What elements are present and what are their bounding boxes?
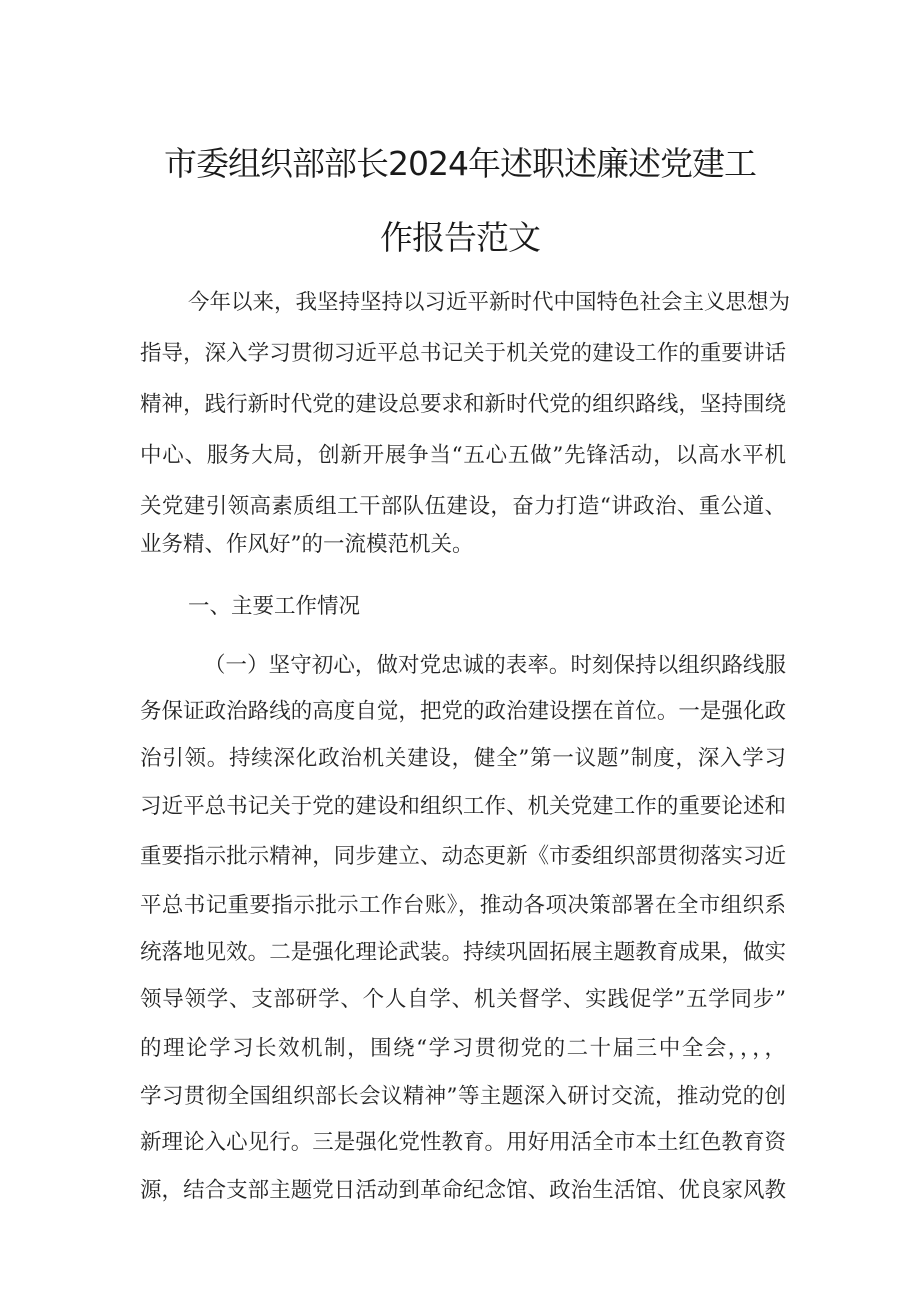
paragraph-2-line: 重要指示批示精神，同步建立、动态更新《市委组织部贯彻落实习近	[140, 844, 786, 869]
document-title-line-1: 市委组织部部长2024年述职述廉述党建工	[164, 144, 756, 183]
paragraph-1-line: 关党建引领高素质组工干部队伍建设，奋力打造“讲政治、重公道、	[140, 494, 786, 519]
paragraph-1-line: 精神，践行新时代党的建设总要求和新时代党的组织路线，坚持围绕	[140, 392, 786, 417]
paragraph-2-line: 新理论入心见行。三是强化党性教育。用好用活全市本土红色教育资	[140, 1130, 786, 1155]
paragraph-2-line: 平总书记重要指示批示工作台账》，推动各项决策部署在全市组织系	[140, 893, 786, 918]
paragraph-2-line: 习近平总书记关于党的建设和组织工作、机关党建工作的重要论述和	[140, 794, 786, 819]
paragraph-2-line: （一）坚守初心，做对党忠诚的表率。时刻保持以组织路线服	[204, 653, 786, 678]
paragraph-1-line: 指导，深入学习贯彻习近平总书记关于机关党的建设工作的重要讲话	[140, 341, 786, 366]
paragraph-1-line: 中心、服务大局，创新开展争当“五心五做”先锋活动，以高水平机	[140, 443, 786, 468]
paragraph-2-line: 治引领。持续深化政治机关建设，健全”第一议题”制度，深入学习	[140, 746, 786, 771]
paragraph-1-line: 业务精、作风好”的一流模范机关。	[140, 532, 474, 557]
paragraph-2-line: 学习贯彻全国组织部长会议精神”等主题深入研讨交流，推动党的创	[140, 1084, 786, 1109]
paragraph-2-line: 务保证政治路线的高度自觉，把党的政治建设摆在首位。一是强化政	[140, 699, 786, 724]
section-heading: 一、主要工作情况	[188, 594, 361, 619]
paragraph-2-line: 领导领学、支部研学、个人自学、机关督学、实践促学”五学同步”	[140, 987, 786, 1012]
paragraph-2-line: 的理论学习长效机制，围绕“学习贯彻党的二十届三中全会，，，，	[140, 1036, 786, 1061]
paragraph-1-line: 今年以来，我坚持坚持以习近平新时代中国特色社会主义思想为	[188, 290, 791, 315]
paragraph-2-line: 源，结合支部主题党日活动到革命纪念馆、政治生活馆、优良家风教	[140, 1178, 786, 1203]
paragraph-2-line: 统落地见效。二是强化理论武装。持续巩固拓展主题教育成果，做实	[140, 940, 786, 965]
document-title-line-2: 作报告范文	[380, 218, 540, 257]
